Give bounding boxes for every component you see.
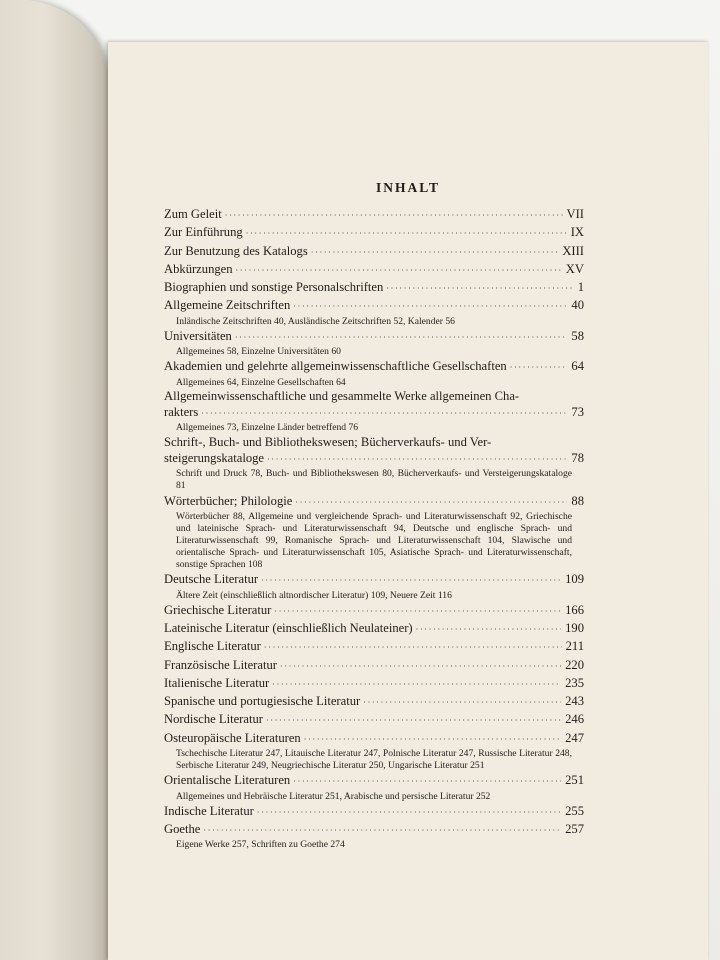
toc-entry-title: Indische Literatur [164, 803, 254, 818]
toc-entry-page: 251 [565, 773, 584, 788]
toc-entry [164, 638, 584, 656]
toc-entry [164, 279, 584, 297]
toc-entry [164, 620, 584, 638]
toc-entry-subtopics: Schrift und Druck 78, Buch- und Bibliothekswesen 80, Bücherverkaufs- und Versteigerungskataloge 81 [176, 468, 572, 492]
toc-entry [164, 328, 584, 358]
toc-entry-page: 257 [565, 821, 584, 836]
toc-entry-title: Englische Literatur [164, 639, 261, 654]
toc-entry-title: Akademien und gelehrte allgemeinwissenschaftliche Gesellschaften [164, 359, 507, 374]
toc-entry [164, 730, 584, 772]
toc-entry [164, 675, 584, 693]
toc-entry-title: Universitäten [164, 328, 232, 343]
toc-entry-page: 40 [571, 298, 584, 313]
toc-entry-title: Biographien und sonstige Personalschriften [164, 280, 384, 295]
toc-entry [164, 772, 584, 802]
toc-entry-page: 246 [565, 712, 584, 727]
toc-entry-title: Deutsche Literatur [164, 572, 259, 587]
toc-entry-page: 166 [565, 602, 584, 617]
toc-entry [164, 297, 584, 327]
toc-entry-title: Allgemeine Zeitschriften [164, 298, 291, 313]
toc-entry-title-line2: steigerungskataloge [164, 451, 265, 466]
toc-entry-title: Goethe [164, 821, 201, 836]
toc-entry [164, 206, 584, 224]
facing-page-edge [0, 0, 110, 960]
toc-entry-subtopics: Eigene Werke 257, Schriften zu Goethe 274 [176, 839, 345, 851]
toc-entry-page: 243 [565, 694, 584, 709]
toc-entry-page: 247 [565, 730, 584, 745]
toc-entry-page: XIII [562, 243, 584, 258]
toc-entry-page: XV [565, 261, 584, 276]
page-title: INHALT [375, 180, 441, 195]
toc-entry-title: Italienische Literatur [164, 675, 270, 690]
toc-entry-page: 190 [565, 620, 584, 635]
toc-entry-title: Orientalische Literaturen [164, 773, 291, 788]
toc-entry-subtopics: Allgemeines 64, Einzelne Gesellschaften 64 [176, 376, 346, 388]
toc-entry [164, 693, 584, 711]
toc-entry-page: 255 [565, 803, 584, 818]
toc-entry-title: Zur Einführung [164, 225, 243, 240]
toc-entry-subtopics: Wörterbücher 88, Allgemeine und vergleichende Sprach- und Literaturwissenschaft 92, Griechische und lateinische Sprach- und Literaturwissenschaft 94, Deutsche und englische Sprach- und Literaturwissenschaft 99, Romanische Sprach- und Literaturwissenschaft 104, Slawische und orientalische Sprach- und Literaturwissenschaft 105, Asiatische Sprach- und Literaturwissenschaft, sonstige Sprachen 108 [176, 510, 572, 571]
toc-entry [164, 571, 584, 601]
toc-entry [164, 493, 584, 572]
toc-entry-subtopics: Allgemeines und Hebräische Literatur 251, Arabische und persische Literatur 252 [176, 790, 491, 802]
toc-entry-title-line1: Allgemeinwissenschaftliche und gesammelte Werke allgemeinen Cha- [164, 388, 520, 403]
toc-entry [164, 224, 584, 242]
toc-entry-page: 235 [565, 675, 584, 690]
toc-entry-page: 73 [571, 405, 584, 420]
toc-entry-page: 64 [571, 359, 584, 374]
toc-entry-page: 211 [565, 639, 584, 654]
toc-entry-page: 220 [565, 657, 584, 672]
toc-entry [164, 711, 584, 729]
toc-entry-title: Zur Benutzung des Katalogs [164, 243, 308, 258]
toc-entry-title: Lateinische Literatur (einschließlich Neulateiner) [164, 620, 413, 635]
toc-entry [164, 389, 584, 435]
toc-entry-page: 1 [577, 280, 584, 295]
toc-entry [164, 803, 584, 821]
toc-entry-page: 109 [565, 572, 584, 587]
toc-entry-title: Griechische Literatur [164, 602, 272, 617]
toc-entry-subtopics: Allgemeines 73, Einzelne Länder betreffend 76 [176, 422, 359, 434]
toc-entry [164, 821, 584, 851]
toc-entry-title-line2: rakters [164, 405, 199, 420]
toc-entry-title: Wörterbücher; Philologie [164, 493, 293, 508]
toc-entry [164, 602, 584, 620]
toc-entry-title: Abkürzungen [164, 261, 233, 276]
toc-entry [164, 657, 584, 675]
table-of-contents [164, 206, 584, 851]
toc-entry-page: VII [566, 207, 584, 221]
toc-entry [164, 435, 584, 493]
toc-entry-title: Osteuropäische Literaturen [164, 730, 301, 745]
toc-entry-page: 58 [571, 328, 584, 343]
toc-entry-title: Spanische und portugiesische Literatur [164, 694, 361, 709]
toc-entry [164, 243, 584, 261]
toc-entry-subtopics: Allgemeines 58, Einzelne Universitäten 60 [176, 346, 341, 358]
toc-entry-title: Zum Geleit [164, 207, 222, 221]
book-page [108, 42, 708, 960]
toc-entry-title: Nordische Literatur [164, 712, 263, 727]
toc-entry-subtopics: Tschechische Literatur 247, Litauische Literatur 247, Polnische Literatur 247, Russische Literatur 248, Serbische Literatur 249, Neugriechische Literatur 250, Ungarische Literatur 251 [176, 748, 572, 772]
toc-entry-page: 78 [571, 451, 584, 466]
toc-entry-subtopics: Ältere Zeit (einschließlich altnordischer Literatur) 109, Neuere Zeit 116 [176, 589, 452, 601]
toc-entry [164, 358, 584, 388]
toc-entry [164, 261, 584, 279]
toc-entry-page: 88 [571, 493, 584, 508]
toc-entry-title: Französische Literatur [164, 657, 277, 672]
toc-entry-page: IX [570, 225, 584, 240]
toc-entry-title-line1: Schrift-, Buch- und Bibliothekswesen; Bücherverkaufs- und Ver- [164, 434, 492, 449]
toc-entry-subtopics: Inländische Zeitschriften 40, Ausländische Zeitschriften 52, Kalender 56 [176, 315, 455, 327]
